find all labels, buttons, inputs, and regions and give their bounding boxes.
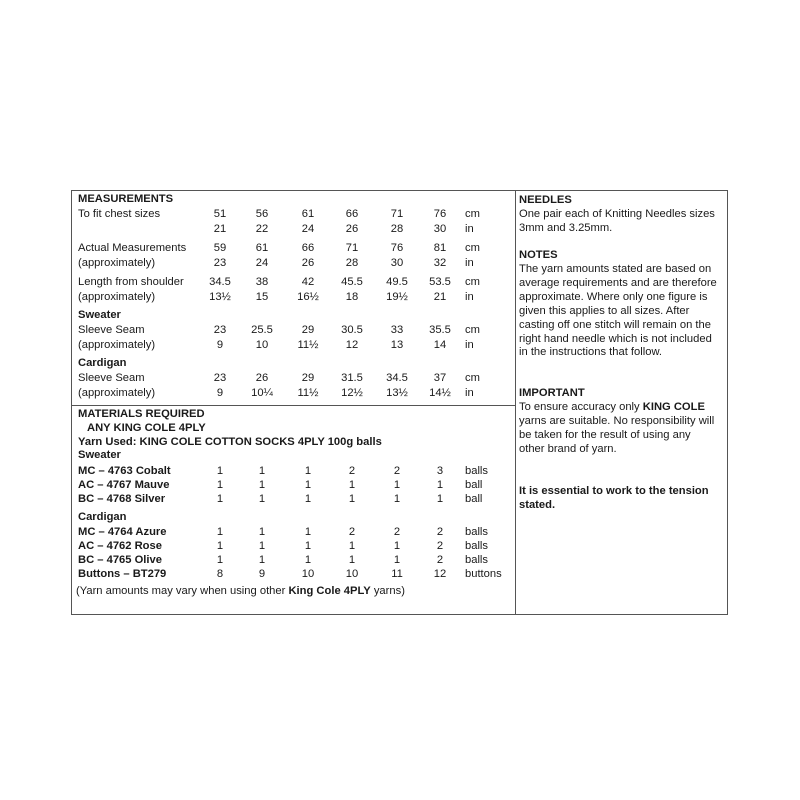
size-value: 10: [345, 568, 359, 580]
size-value: 1: [393, 540, 401, 552]
unit-label: balls: [465, 554, 489, 566]
materials-subheading: ANY KING COLE 4PLY: [87, 422, 206, 434]
size-value: 1: [216, 554, 224, 566]
size-value: 1: [258, 540, 266, 552]
size-value: 32: [433, 257, 447, 269]
unit-label: ball: [465, 479, 483, 491]
size-value: 23: [213, 372, 227, 384]
size-value: 30: [390, 257, 404, 269]
row-label: Length from shoulder: [78, 276, 184, 288]
unit-label: in: [465, 387, 474, 399]
important-text: [519, 401, 719, 457]
size-value: 1: [216, 526, 224, 538]
size-value: 19½: [386, 291, 408, 303]
size-value: 18: [345, 291, 359, 303]
unit-label: balls: [465, 526, 489, 538]
row-label: Actual Measurements: [78, 242, 187, 254]
size-value: 1: [304, 493, 312, 505]
size-value: 1: [348, 540, 356, 552]
unit-label: balls: [465, 465, 489, 477]
size-value: 51: [213, 208, 227, 220]
unit-label: cm: [465, 208, 480, 220]
size-value: 29: [301, 372, 315, 384]
unit-label: cm: [465, 242, 480, 254]
size-value: 1: [393, 479, 401, 491]
size-value: 71: [390, 208, 404, 220]
size-value: 11: [391, 568, 403, 580]
size-value: 1: [348, 493, 356, 505]
needles-heading: NEEDLES: [519, 194, 572, 206]
size-value: 22: [255, 223, 269, 235]
size-value: 28: [390, 223, 404, 235]
size-value: 9: [258, 568, 266, 580]
yarn-footnote: [76, 585, 405, 597]
size-value: 8: [216, 568, 224, 580]
yarn-used: Yarn Used: KING COLE COTTON SOCKS 4PLY 100g balls: [78, 436, 382, 448]
size-value: 42: [301, 276, 315, 288]
size-value: 13½: [386, 387, 408, 399]
size-value: 2: [436, 526, 444, 538]
row-label: MC – 4763 Cobalt: [78, 465, 171, 477]
size-value: 49.5: [386, 276, 408, 288]
size-value: 1: [216, 465, 224, 477]
size-value: 76: [433, 208, 447, 220]
tension-note: It is essential to work to the tension stated.: [519, 485, 709, 511]
size-value: 1: [258, 479, 266, 491]
important-prefix: To ensure accuracy only: [519, 401, 643, 413]
size-value: 45.5: [341, 276, 363, 288]
size-value: 37: [433, 372, 447, 384]
size-value: 66: [301, 242, 315, 254]
size-value: 26: [345, 223, 359, 235]
row-label: AC – 4762 Rose: [78, 540, 162, 552]
unit-label: in: [465, 257, 474, 269]
row-label: (approximately): [78, 387, 156, 399]
unit-label: cm: [465, 324, 480, 336]
size-value: 1: [304, 479, 312, 491]
row-label: BC – 4765 Olive: [78, 554, 162, 566]
important-heading: IMPORTANT: [519, 387, 585, 399]
size-value: 1: [216, 479, 224, 491]
size-value: 14: [433, 339, 447, 351]
row-label: Sleeve Seam: [78, 324, 145, 336]
column-divider: [515, 191, 516, 614]
size-value: 26: [255, 372, 269, 384]
size-value: 13: [390, 339, 404, 351]
size-value: 21: [213, 223, 227, 235]
size-value: 26: [301, 257, 315, 269]
size-value: 28: [345, 257, 359, 269]
unit-label: cm: [465, 276, 480, 288]
size-value: 34.5: [386, 372, 408, 384]
size-value: 53.5: [429, 276, 451, 288]
row-label: (approximately): [78, 257, 156, 269]
size-value: 59: [213, 242, 227, 254]
size-value: 1: [216, 493, 224, 505]
important-bold: KING COLE: [642, 401, 705, 413]
size-value: 3: [436, 465, 444, 477]
size-value: 25.5: [251, 324, 273, 336]
size-value: 24: [255, 257, 269, 269]
size-value: 11½: [297, 339, 319, 351]
row-label: BC – 4768 Silver: [78, 493, 166, 505]
size-value: 1: [393, 493, 401, 505]
size-value: 1: [304, 465, 312, 477]
size-value: 30: [433, 223, 447, 235]
size-value: 1: [304, 554, 312, 566]
size-value: 21: [433, 291, 447, 303]
size-value: 56: [255, 208, 269, 220]
size-value: 9: [216, 339, 224, 351]
materials-heading: MATERIALS REQUIRED: [78, 408, 205, 420]
size-value: 2: [348, 465, 356, 477]
size-value: 2: [436, 540, 444, 552]
row-label: Sweater: [78, 309, 121, 321]
size-value: 12: [345, 339, 359, 351]
size-value: 1: [393, 554, 401, 566]
size-value: 29: [301, 324, 315, 336]
row-label: Buttons – BT279: [78, 568, 167, 580]
size-value: 24: [301, 223, 315, 235]
row-label: AC – 4767 Mauve: [78, 479, 170, 491]
unit-label: in: [465, 339, 474, 351]
size-value: 1: [258, 465, 266, 477]
size-value: 2: [436, 554, 444, 566]
row-label: Sweater: [78, 449, 121, 461]
size-value: 1: [216, 540, 224, 552]
size-value: 1: [436, 479, 444, 491]
size-value: 30.5: [341, 324, 363, 336]
size-value: 16½: [297, 291, 319, 303]
size-value: 61: [301, 208, 315, 220]
size-value: 10: [255, 339, 269, 351]
row-label: Cardigan: [78, 357, 127, 369]
row-label: (approximately): [78, 291, 156, 303]
size-value: 10¼: [251, 387, 273, 399]
size-value: 1: [348, 479, 356, 491]
notes-text: The yarn amounts stated are based on average requirements and are therefore approximate. Where only one figure is given this applies to all sizes. After casting off one stitch will remain on the right hand needle which is not included in the instructions that follow.: [519, 263, 717, 359]
size-value: 76: [390, 242, 404, 254]
important-suffix: yarns are suitable. No responsibility will be taken for the result of using any other brand of yarn.: [519, 414, 715, 455]
footnote-bold: King Cole 4PLY: [288, 585, 371, 597]
size-value: 10: [301, 568, 315, 580]
measurements-heading: MEASUREMENTS: [78, 193, 174, 205]
size-value: 1: [258, 493, 266, 505]
size-value: 2: [348, 526, 356, 538]
size-value: 34.5: [209, 276, 231, 288]
size-value: 1: [304, 526, 312, 538]
unit-label: in: [465, 223, 474, 235]
size-value: 1: [258, 526, 266, 538]
size-value: 33: [390, 324, 404, 336]
row-label: (approximately): [78, 339, 156, 351]
unit-label: cm: [465, 372, 480, 384]
size-value: 13½: [209, 291, 231, 303]
size-value: 1: [436, 493, 444, 505]
size-value: 35.5: [429, 324, 451, 336]
size-value: 38: [255, 276, 269, 288]
unit-label: balls: [465, 540, 489, 552]
unit-label: ball: [465, 493, 483, 505]
size-value: 61: [255, 242, 269, 254]
unit-label: in: [465, 291, 474, 303]
size-value: 12½: [341, 387, 363, 399]
size-value: 66: [345, 208, 359, 220]
size-value: 81: [433, 242, 447, 254]
size-value: 71: [345, 242, 359, 254]
footnote-suffix: yarns): [370, 585, 405, 597]
row-label: To fit chest sizes: [78, 208, 161, 220]
notes-heading: NOTES: [519, 249, 558, 261]
unit-label: buttons: [465, 568, 502, 580]
size-value: 15: [255, 291, 269, 303]
needles-text: One pair each of Knitting Needles sizes 3mm and 3.25mm.: [519, 208, 715, 234]
row-label: Sleeve Seam: [78, 372, 145, 384]
size-value: 11½: [297, 387, 319, 399]
size-value: 1: [348, 554, 356, 566]
size-value: 23: [213, 324, 227, 336]
row-label: MC – 4764 Azure: [78, 526, 167, 538]
row-label: Cardigan: [78, 511, 127, 523]
size-value: 9: [216, 387, 224, 399]
size-value: 1: [258, 554, 266, 566]
size-value: 2: [393, 465, 401, 477]
footnote-prefix: (Yarn amounts may vary when using other: [76, 585, 289, 597]
size-value: 23: [213, 257, 227, 269]
size-value: 14½: [429, 387, 451, 399]
pattern-info-box: [71, 190, 728, 615]
size-value: 31.5: [341, 372, 363, 384]
size-value: 12: [433, 568, 447, 580]
size-value: 2: [393, 526, 401, 538]
section-divider: [72, 405, 515, 406]
size-value: 1: [304, 540, 312, 552]
